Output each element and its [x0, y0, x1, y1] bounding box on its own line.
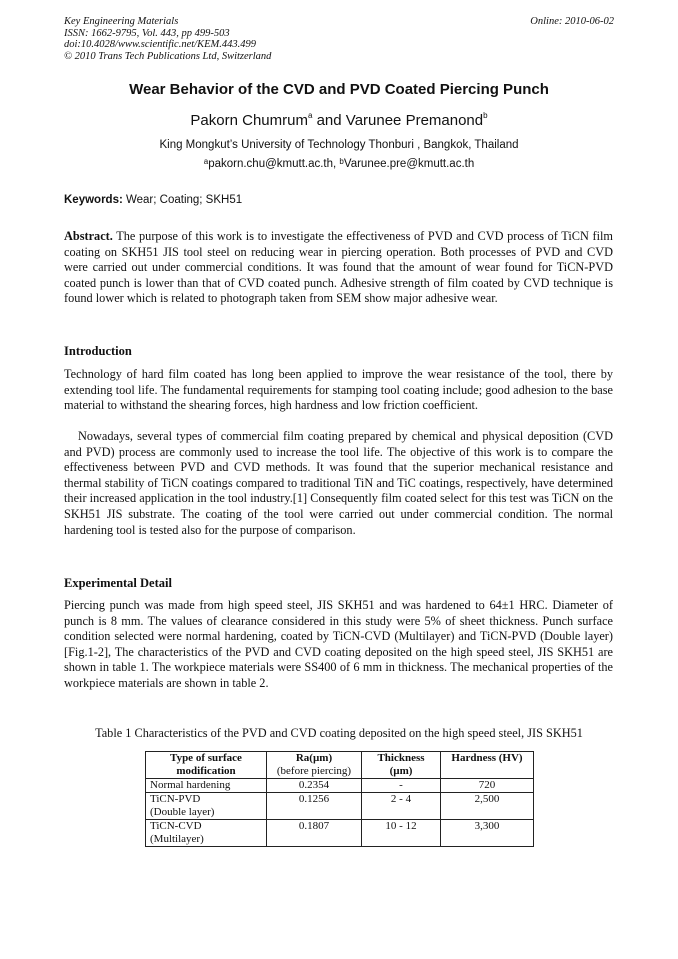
- online-date: Online: 2010-06-02: [530, 16, 614, 27]
- header-ra: Ra(µm) (before piercing): [267, 752, 362, 779]
- author-2-sup: b: [483, 111, 488, 120]
- table-row: [146, 793, 534, 820]
- cell-ra: 0.1256: [267, 793, 362, 820]
- keywords-label: Keywords:: [64, 194, 123, 206]
- table-row: [146, 820, 534, 847]
- cell-type: TiCN-CVD (Multilayer): [146, 820, 267, 847]
- experimental-paragraph: Piercing punch was made from high speed steel, JIS SKH51 and was hardened to 64±1 HRC. Diameter of punch is 8 mm. The values of clearance considered in this study were 5% of sheet thickness. Punch surface condition selected were normal hardening, coated by TiCN-CVD (Multilayer) and TiCN-PVD (Double layer) [Fig.1-2], The characteristics of the PVD and CVD coating deposited on the high speed steel, JIS SKH51 are shown in table 1. The workpiece materials were SS400 of 6 mm in thickness. The mechanical properties of the workpiece materials are shown in table 2.: [64, 598, 613, 690]
- email-b: Varunee.pre@kmutt.ac.th: [343, 158, 475, 170]
- abstract-label: Abstract.: [64, 229, 113, 243]
- author-1-sup: a: [307, 111, 313, 120]
- introduction-heading: Introduction: [64, 344, 132, 358]
- journal-header: [64, 16, 614, 62]
- paper-title: Wear Behavior of the CVD and PVD Coated Piercing Punch: [129, 81, 549, 98]
- header-hardness: Hardness (HV): [441, 752, 534, 779]
- cell-ra: 0.2354: [267, 779, 362, 793]
- author-1: Pakorn Chumrum: [190, 112, 308, 129]
- cell-type: TiCN-PVD (Double layer): [146, 793, 267, 820]
- author-conjunction: and: [312, 112, 346, 129]
- email-b-sup: b: [339, 157, 344, 166]
- journal-name: Key Engineering Materials: [64, 16, 179, 27]
- email-a: pakorn.chu@kmutt.ac.th,: [208, 158, 340, 170]
- affiliation: King Mongkut’s University of Technology Thonburi , Bangkok, Thailand: [159, 139, 519, 151]
- email-a-sup: a: [203, 157, 209, 166]
- experimental-heading: Experimental Detail: [64, 576, 172, 590]
- table-1-caption: Table 1 Characteristics of the PVD and CVD coating deposited on the high speed steel, JIS SKH51: [95, 726, 583, 740]
- introduction-paragraph-1: Technology of hard film coated has long been applied to improve the wear resistance of the tool, there by extending tool life. The fundamental requirements for stamping tool coating include; good adhesion to the base material to withstand the shearing forces, high hardness and low friction coefficient.: [64, 367, 613, 413]
- abstract-paragraph: [64, 229, 613, 307]
- table-row: [146, 779, 534, 793]
- table-1: [145, 751, 534, 847]
- email-line: [0, 158, 678, 170]
- copyright-line: © 2010 Trans Tech Publications Ltd, Switzerland: [64, 50, 272, 62]
- header-type: Type of surface modification: [146, 752, 267, 779]
- keywords-text: Wear; Coating; SKH51: [122, 194, 243, 206]
- cell-thickness: 10 - 12: [362, 820, 441, 847]
- cell-hardness: 3,300: [441, 820, 534, 847]
- cell-hardness: 2,500: [441, 793, 534, 820]
- author-line: [0, 112, 678, 129]
- abstract-text: The purpose of this work is to investigate the effectiveness of PVD and CVD process of TiCN film coating on SKH51 JIS tool steel on reducing wear in piercing operation. Both processes of PVD and CVD were carried out under commercial conditions. It was found that the amount of wear found for TiCN-PVD coated punch is lower than that of CVD coated punch. Adhesive strength of film coated by CVD technique is found lower which is related to photograph taken from SEM show major adhesive wear.: [64, 229, 613, 306]
- cell-thickness: 2 - 4: [362, 793, 441, 820]
- header-thickness: Thickness (µm): [362, 752, 441, 779]
- doi-line: doi:10.4028/www.scientific.net/KEM.443.499: [64, 39, 256, 50]
- table-header-row: [146, 752, 534, 779]
- issn-line: ISSN: 1662-9795, Vol. 443, pp 499-503: [64, 27, 230, 39]
- cell-thickness: -: [362, 779, 441, 793]
- cell-ra: 0.1807: [267, 820, 362, 847]
- introduction-paragraph-2: Nowadays, several types of commercial film coating prepared by chemical and physical deposition (CVD and PVD) process are commonly used to increase the tool life. The objective of this work is to compare the effectiveness between PVD and CVD methods. It was found that the superior mechanical resistance and thermal stability of TiCN coatings compared to traditional TiN and TiC coatings, respectively, have determined their increased application in the tool industry.[1] Consequently film coated select for this test was TiCN on the SKH51 JIS substrate. The coating of the tool were carried out under commercial condition. The normal hardening tool is tested also for the purpose of comparison.: [64, 429, 613, 537]
- cell-hardness: 720: [441, 779, 534, 793]
- author-2: Varunee Premanond: [345, 112, 484, 129]
- cell-type: Normal hardening: [146, 779, 267, 793]
- keywords: [64, 194, 242, 206]
